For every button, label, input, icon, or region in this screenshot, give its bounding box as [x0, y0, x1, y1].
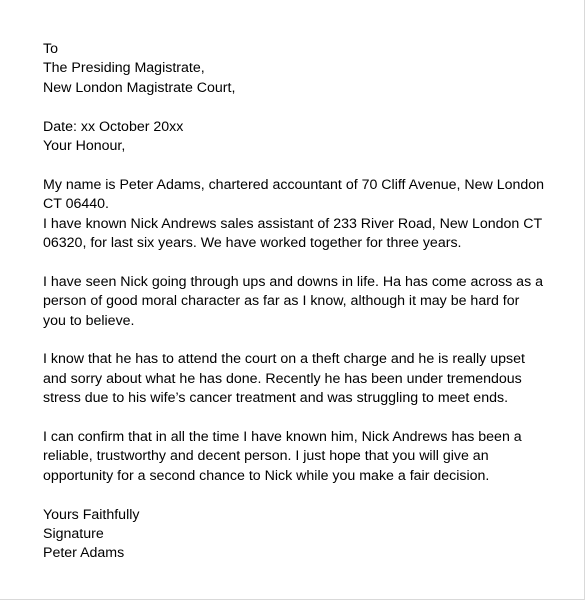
paragraph-line: and sorry about what he has done. Recently he has been under tremendous — [43, 370, 522, 387]
paragraph-line: My name is Peter Adams, chartered accountant of 70 Cliff Avenue, New London — [43, 176, 545, 193]
paragraph-line: I know that he has to attend the court on a theft charge and he is really upset — [43, 351, 525, 368]
paragraph-line: you to believe. — [43, 312, 135, 329]
paragraph-line: opportunity for a second chance to Nick while you make a fair decision. — [43, 467, 490, 484]
spacer — [43, 156, 563, 175]
paragraph-introduction — [43, 176, 563, 254]
letter-date: Date: xx October 20xx — [43, 118, 184, 135]
paragraph-line: reliable, trustworthy and decent person. I just hope that you will give an — [43, 448, 489, 465]
spacer — [43, 331, 563, 350]
letter-body — [43, 40, 563, 564]
paragraph-line: I have seen Nick going through ups and downs in life. Ha has come across as a — [43, 273, 543, 290]
spacer — [43, 486, 563, 505]
spacer — [43, 409, 563, 428]
signer-name: Peter Adams — [43, 545, 125, 562]
paragraph-line: I have known Nick Andrews sales assistant of 233 River Road, New London CT — [43, 215, 543, 232]
address-line-recipient: The Presiding Magistrate, — [43, 60, 205, 77]
spacer — [43, 98, 563, 117]
sign-off — [43, 506, 563, 564]
paragraph-confirmation — [43, 428, 563, 486]
salutation: Your Honour, — [43, 138, 126, 155]
recipient-address — [43, 40, 563, 98]
paragraph-line: stress due to his wife’s cancer treatment and was struggling to meet ends. — [43, 390, 509, 407]
address-line-court: New London Magistrate Court, — [43, 79, 236, 96]
paragraph-line: I can confirm that in all the time I have known him, Nick Andrews has been a — [43, 429, 522, 446]
address-line-to: To — [43, 41, 58, 57]
signature-label: Signature — [43, 526, 104, 543]
paragraph-line: 06320, for last six years. We have worked together for three years. — [43, 235, 462, 252]
spacer — [43, 253, 563, 272]
paragraph-line: CT 06440. — [43, 196, 109, 213]
paragraph-line: person of good moral character as far as I know, although it may be hard for — [43, 293, 520, 310]
closing: Yours Faithfully — [43, 506, 140, 523]
paragraph-character — [43, 273, 563, 331]
paragraph-circumstances — [43, 350, 563, 408]
